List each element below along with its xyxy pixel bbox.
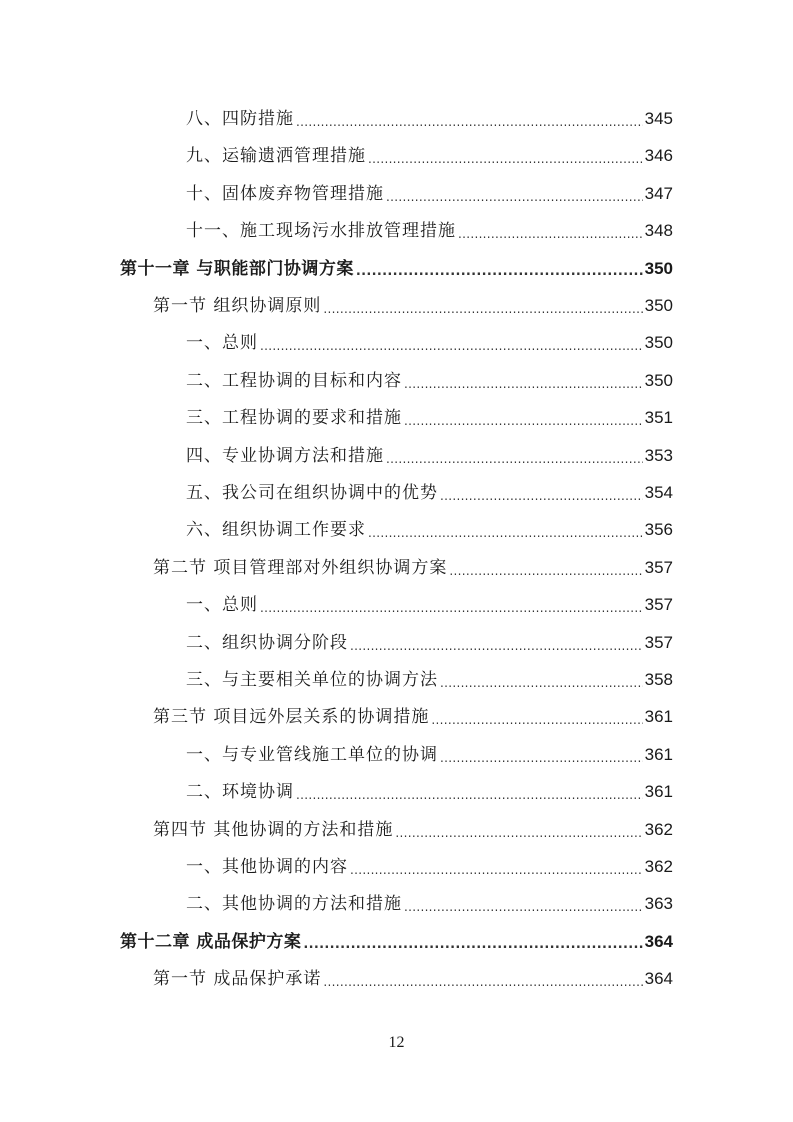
page-number: 12 — [388, 1034, 405, 1051]
toc-entry-page: 345 — [644, 109, 673, 128]
toc-entry-page: 358 — [644, 670, 673, 689]
toc-subsection-entry[interactable] — [186, 175, 673, 205]
toc-entry-title: 一、与专业管线施工单位的协调 — [186, 744, 438, 765]
toc-dot-leader — [395, 825, 642, 841]
toc-entry-page: 357 — [644, 595, 673, 615]
toc-entry-page: 351 — [644, 408, 673, 428]
toc-dot-leader — [386, 189, 643, 205]
toc-dot-leader — [440, 488, 643, 504]
toc-entry-page: 361 — [644, 782, 673, 802]
toc-entry-title: 十一、施工现场污水排放管理措施 — [186, 221, 456, 242]
toc-entry-title: 第十一章 与职能部门协调方案 — [120, 258, 354, 279]
toc-section-entry[interactable] — [153, 698, 673, 728]
toc-chapter-entry[interactable] — [120, 250, 673, 280]
toc-dot-leader — [356, 264, 643, 280]
toc-entry-page: 356 — [644, 520, 673, 540]
toc-entry-title: 二、组织协调分阶段 — [186, 632, 348, 653]
toc-subsection-entry[interactable] — [186, 885, 673, 915]
toc-entry-page: 362 — [644, 857, 673, 876]
toc-entry-page: 357 — [644, 632, 673, 652]
toc-entry-title: 第十二章 成品保护方案 — [120, 931, 302, 952]
toc-subsection-entry[interactable] — [186, 661, 673, 691]
toc-entry-title: 九、运输遗洒管理措施 — [186, 146, 366, 167]
toc-dot-leader — [296, 114, 643, 130]
toc-entry-page: 364 — [644, 931, 673, 951]
toc-entry-title: 二、其他协调的方法和措施 — [186, 894, 402, 915]
toc-dot-leader — [296, 787, 643, 803]
toc-dot-leader — [404, 899, 643, 915]
toc-entry-page: 357 — [644, 557, 673, 577]
toc-entry-title: 五、我公司在组织协调中的优势 — [186, 483, 438, 503]
toc-dot-leader — [404, 376, 643, 392]
toc-dot-leader — [303, 937, 642, 953]
toc-entry-page: 350 — [644, 370, 673, 390]
toc-subsection-entry[interactable] — [186, 848, 673, 878]
toc-section-entry[interactable] — [153, 287, 673, 317]
toc-entry-page: 362 — [644, 819, 673, 839]
toc-subsection-entry[interactable] — [186, 100, 673, 130]
toc-entry-title: 一、总则 — [186, 595, 258, 616]
toc-entry-title: 四、专业协调方法和措施 — [186, 445, 384, 466]
toc-dot-leader — [350, 862, 643, 878]
toc-subsection-entry[interactable] — [186, 586, 673, 616]
toc-entry-title: 二、工程协调的目标和内容 — [186, 370, 402, 391]
toc-dot-leader — [260, 600, 643, 616]
toc-entry-title: 第二节 项目管理部对外组织协调方案 — [153, 557, 448, 578]
toc-entry-page: 350 — [644, 296, 673, 315]
toc-subsection-entry[interactable] — [186, 624, 673, 654]
toc-subsection-entry[interactable] — [186, 362, 673, 392]
toc-subsection-entry[interactable] — [186, 437, 673, 467]
toc-entry-page: 350 — [644, 333, 673, 353]
toc-dot-leader — [323, 974, 642, 990]
toc-entry-title: 十、固体废弃物管理措施 — [186, 183, 384, 204]
toc-dot-leader — [350, 638, 643, 654]
toc-subsection-entry[interactable] — [186, 137, 673, 167]
toc-section-entry[interactable] — [153, 960, 673, 990]
toc-entry-title: 二、环境协调 — [186, 782, 294, 803]
toc-entry-title: 一、其他协调的内容 — [186, 857, 348, 877]
toc-dot-leader — [440, 675, 643, 691]
toc-subsection-entry[interactable] — [186, 212, 673, 242]
toc-entry-page: 348 — [644, 221, 673, 241]
toc-dot-leader — [323, 301, 642, 317]
toc-entry-page: 361 — [644, 707, 673, 727]
toc-entry-title: 三、工程协调的要求和措施 — [186, 408, 402, 429]
toc-entry-title: 第四节 其他协调的方法和措施 — [153, 819, 394, 840]
toc-subsection-entry[interactable] — [186, 324, 673, 354]
toc-chapter-entry[interactable] — [120, 923, 673, 953]
toc-dot-leader — [386, 451, 643, 467]
toc-entry-page: 347 — [644, 183, 673, 203]
toc-dot-leader — [449, 563, 642, 579]
toc-subsection-entry[interactable] — [186, 399, 673, 429]
toc-dot-leader — [368, 151, 643, 167]
toc-subsection-entry[interactable] — [186, 511, 673, 541]
toc-dot-leader — [440, 750, 643, 766]
toc-entry-page: 363 — [644, 894, 673, 914]
toc-subsection-entry[interactable] — [186, 773, 673, 803]
toc-entry-title: 第一节 组织协调原则 — [153, 296, 322, 316]
toc-entry-page: 361 — [644, 744, 673, 764]
toc-dot-leader — [431, 712, 642, 728]
toc-subsection-entry[interactable] — [186, 736, 673, 766]
toc-entry-page: 346 — [644, 146, 673, 166]
toc-entry-page: 353 — [644, 445, 673, 465]
toc-dot-leader — [404, 413, 643, 429]
toc-entry-page: 350 — [644, 258, 673, 278]
toc-dot-leader — [368, 525, 643, 541]
toc-subsection-entry[interactable] — [186, 474, 673, 504]
toc-entry-page: 354 — [644, 483, 673, 502]
toc-dot-leader — [458, 226, 643, 242]
toc-entry-title: 三、与主要相关单位的协调方法 — [186, 670, 438, 690]
toc-section-entry[interactable] — [153, 811, 673, 841]
toc-entry-title: 第三节 项目远外层关系的协调措施 — [153, 707, 430, 728]
toc-entry-title: 八、四防措施 — [186, 109, 294, 129]
toc-dot-leader — [260, 338, 643, 354]
toc-entry-page: 364 — [644, 969, 673, 989]
toc-entry-title: 六、组织协调工作要求 — [186, 520, 366, 541]
toc-section-entry[interactable] — [153, 549, 673, 579]
toc-entry-title: 一、总则 — [186, 333, 258, 354]
toc-entry-title: 第一节 成品保护承诺 — [153, 969, 322, 990]
